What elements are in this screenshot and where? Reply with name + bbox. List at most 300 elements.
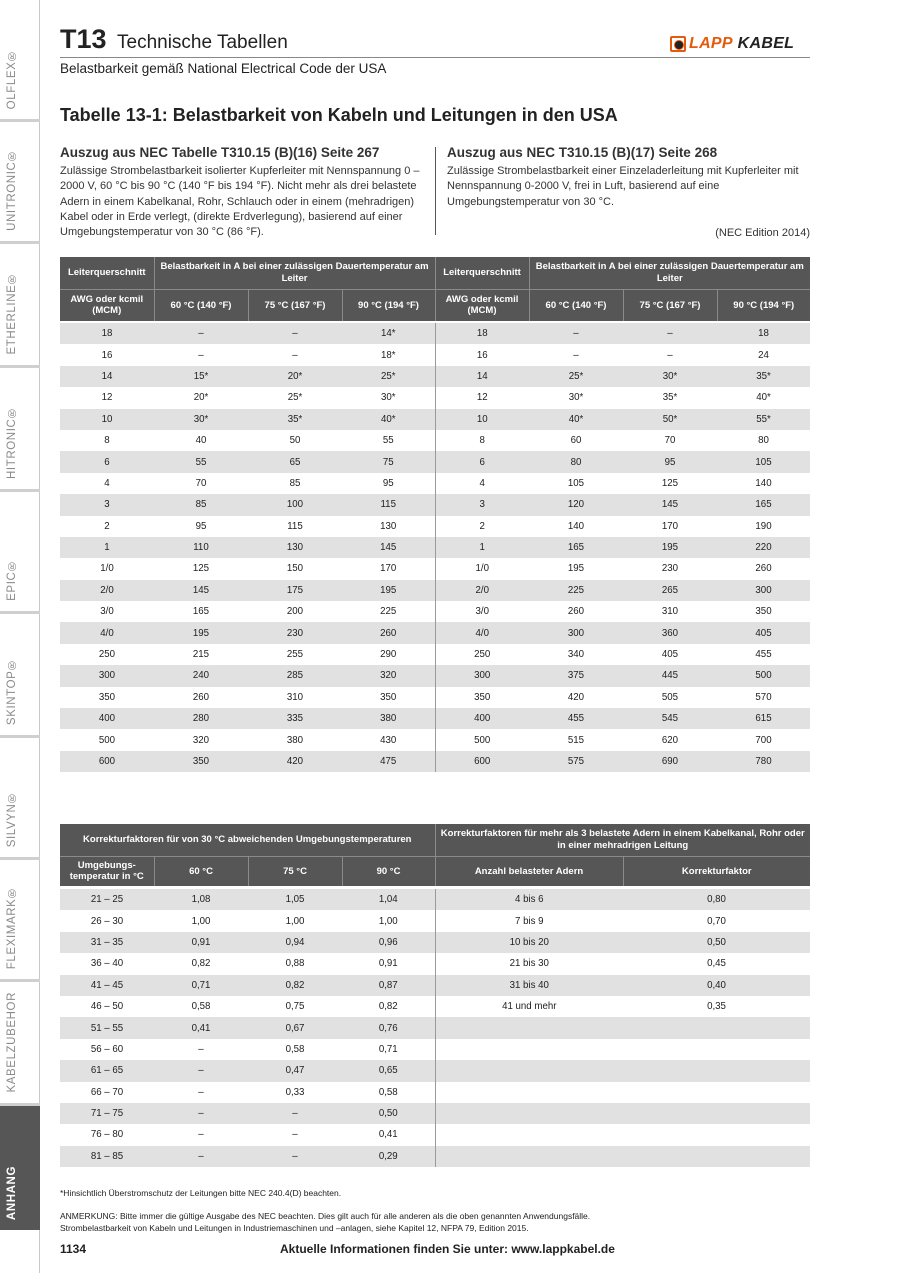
table-cell (435, 1124, 623, 1145)
table-cell: 280 (154, 708, 248, 729)
table-cell: 30* (568, 392, 584, 404)
table-cell: 95 (342, 473, 435, 494)
table-cell: 4 (479, 477, 485, 489)
table-cell: 85 (289, 477, 301, 489)
table-cell: 80 (758, 435, 769, 447)
table-cell: 0,58 (342, 1082, 435, 1103)
note-line-1: ANMERKUNG: Bitte immer die gültige Ausgabe des NEC beachten. Dies gilt auch für alle anderen als die oben genannten Anwendungsfälle. (60, 1211, 591, 1221)
table-cell: 0,41 (154, 1017, 248, 1038)
table-cell (435, 1146, 623, 1167)
table-cell (435, 1082, 623, 1103)
table-cell: 300 (60, 665, 154, 686)
table-row (60, 323, 810, 344)
table-cell: 230 (661, 563, 679, 575)
table-cell: 320 (342, 665, 435, 686)
table-row (60, 580, 810, 601)
table-cell: 0,70 (707, 915, 726, 927)
table-cell: 70 (664, 435, 676, 447)
table-cell: 380 (286, 734, 304, 746)
table-cell: 220 (717, 537, 810, 558)
table-row (60, 344, 810, 365)
table-cell: 3 (60, 494, 154, 515)
table-cell: 260 (342, 622, 435, 643)
table-cell: 21 – 25 (60, 889, 154, 910)
table-cell: 30* (154, 409, 248, 430)
table-cell: 50* (623, 409, 717, 430)
table-cell: 50 (289, 435, 301, 447)
header-capacity-right: Belastbarkeit in A bei einer zulässigen Dauertemperatur am Leiter (529, 257, 810, 289)
table-cell: 2 (479, 520, 485, 532)
table-cell: 600 (435, 751, 529, 772)
table-cell: 3 (435, 494, 529, 515)
table-cell: 18 (435, 323, 529, 344)
table-cell: 0,45 (707, 958, 726, 970)
table-cell: 0,58 (285, 1043, 305, 1055)
side-tab-anhang[interactable]: ANHANG (0, 1106, 40, 1230)
table-cell (623, 1082, 810, 1103)
table-cell: 26 – 30 (90, 915, 124, 927)
chapter-title: Technische Tabellen (117, 32, 288, 53)
table-cell: 600 (60, 751, 154, 772)
table-cell: 615 (717, 708, 810, 729)
table-cell: 400 (60, 708, 154, 729)
table-cell: 61 – 65 (60, 1060, 154, 1081)
table-cell: 4 bis 6 (435, 889, 623, 910)
table-cell: 6 (435, 451, 529, 472)
table-cell: 66 – 70 (90, 1086, 124, 1098)
table-cell: 1,00 (285, 915, 305, 927)
table-cell: 18 (717, 323, 810, 344)
table-cell: 110 (154, 537, 248, 558)
table-cell: 475 (342, 751, 435, 772)
side-tab-unitronic[interactable]: UNITRONIC® (0, 122, 40, 244)
table-cell: 120 (529, 494, 623, 515)
table-row (60, 1017, 810, 1038)
table-cell: 1 (435, 537, 529, 558)
table-cell: 0,67 (248, 1017, 342, 1038)
side-tab-kabelzubehoer[interactable]: KABELZUBEHÖR (0, 982, 40, 1106)
table-cell: 2/0 (435, 580, 529, 601)
table-cell: 500 (474, 734, 491, 746)
table-cell (623, 1103, 810, 1124)
table-cell: 500 (717, 665, 810, 686)
table-row (60, 644, 810, 665)
table-cell: 40 (195, 435, 207, 447)
table-cell: 75 (342, 451, 435, 472)
table-cell: 150 (286, 563, 304, 575)
table-cell: 190 (755, 520, 772, 532)
table-cell: 14 (435, 366, 529, 387)
table-cell: 25* (287, 392, 303, 404)
header-ambient-temperature: Umgebungs-temperatur in °C (60, 856, 154, 886)
table-cell: 51 – 55 (60, 1017, 154, 1038)
table-row (60, 1060, 810, 1081)
table-cell: 20* (248, 366, 342, 387)
table-cell: 1,05 (248, 889, 342, 910)
table-cell: 70 (195, 477, 207, 489)
table-cell: 115 (287, 520, 303, 532)
table-cell (435, 1103, 623, 1124)
table-cell: 250 (474, 649, 491, 661)
header-temperature-correction: Korrekturfaktoren für von 30 °C abweichenden Umgebungstemperaturen (60, 824, 435, 856)
table-cell: – (248, 323, 342, 344)
table-cell: 0,58 (191, 1001, 211, 1013)
table-cell: 360 (623, 622, 717, 643)
table-cell: 0,41 (342, 1124, 435, 1145)
table-cell: 200 (286, 606, 304, 618)
table-cell: 455 (755, 649, 772, 661)
table-cell: 56 – 60 (90, 1043, 124, 1055)
table-cell: 175 (248, 580, 342, 601)
lapp-logo-icon (670, 36, 686, 52)
table-row (60, 601, 810, 622)
table-cell: – (154, 323, 248, 344)
table-cell: 0,29 (342, 1146, 435, 1167)
header-awg-right: AWG oder kcmil (MCM) (435, 289, 529, 321)
table-cell: 0,71 (342, 1039, 435, 1060)
table-cell: 620 (661, 734, 679, 746)
header-90c-left: 90 °C (194 °F) (342, 289, 435, 321)
table-cell: 145 (342, 537, 435, 558)
table-cell: 0,50 (623, 932, 810, 953)
side-navigation (0, 0, 40, 1273)
table-cell: 4/0 (435, 622, 529, 643)
table-cell: – (198, 1129, 204, 1141)
table-cell: 0,75 (285, 1001, 305, 1013)
table-cell: 6 (60, 451, 154, 472)
table-cell: 265 (623, 580, 717, 601)
table-row (60, 1103, 810, 1124)
table-row (60, 665, 810, 686)
table-cell: 195 (154, 622, 248, 643)
table-cell (435, 1039, 623, 1060)
table-cell: 420 (248, 751, 342, 772)
table-cell: 16 (101, 349, 113, 361)
table-cell: 350 (98, 691, 116, 703)
table-cell: – (529, 323, 623, 344)
side-tab-skintop[interactable]: SKINTOP® (0, 614, 40, 738)
table-cell: – (248, 1103, 342, 1124)
table-cell: 65 (248, 451, 342, 472)
table-cell: 1,04 (342, 889, 435, 910)
table-cell: 0,40 (623, 975, 810, 996)
header-cross-section-right: Leiterquerschnitt (435, 257, 529, 289)
table-cell: – (198, 1043, 204, 1055)
table-cell: 445 (623, 665, 717, 686)
table-row (60, 387, 810, 408)
table-cell: 125 (192, 563, 210, 575)
table-cell: 40* (756, 392, 771, 404)
table-cell: 170 (661, 520, 679, 532)
table-cell: 95 (623, 451, 717, 472)
table-cell: – (292, 1129, 298, 1141)
table-cell: 0,87 (342, 975, 435, 996)
table-cell: 46 – 50 (90, 1001, 124, 1013)
intro-left-heading: Auszug aus NEC Tabelle T310.15 (B)(16) Seite 267 (60, 145, 380, 160)
table-cell: 260 (755, 563, 772, 575)
table-cell: 25* (342, 366, 435, 387)
table-cell: 195 (623, 537, 717, 558)
table-cell: 350 (474, 691, 491, 703)
table-cell: 12 (101, 392, 113, 404)
table-cell: 2 (104, 520, 110, 532)
table-row (60, 910, 810, 931)
table-cell: 14* (342, 323, 435, 344)
table-cell: 145 (623, 494, 717, 515)
side-tab-epic[interactable]: EPIC® (0, 492, 40, 614)
table-cell: 105 (717, 451, 810, 472)
table-row (60, 953, 810, 974)
intro-right (447, 145, 812, 210)
side-tab-silvyn[interactable]: SILVYN® (0, 738, 40, 860)
table-row (60, 1146, 810, 1167)
table-cell: 15* (154, 366, 248, 387)
table-cell: 1/0 (475, 563, 489, 575)
header-60c: 60 °C (154, 856, 248, 886)
table-cell: 1,08 (154, 889, 248, 910)
table-cell: 24 (758, 349, 769, 361)
table-cell: 140 (755, 477, 772, 489)
footnote-overcurrent: *Hinsichtlich Überstromschutz der Leitungen bitte NEC 240.4(D) beachten. (60, 1188, 342, 1198)
table-cell: 31 – 35 (60, 932, 154, 953)
table-row (60, 558, 810, 579)
table-cell: 55 (154, 451, 248, 472)
table-cell: 340 (567, 649, 585, 661)
table-cell: 0,91 (342, 953, 435, 974)
table-cell: 80 (529, 451, 623, 472)
table-row (60, 889, 810, 910)
intro-left-text: Zulässige Strombelastbarkeit isolierter Kupferleiter mit Nennspannung 0 – 2000 V, 60 °C bis 90 °C (140 °F bis 194 °F). Nicht mehr als drei belastete Adern in einem Kabelkanal, Rohr, Schlauch oder in einem (mehradrigen) Kabel oder in Erde verlegt, (direkte Erdverlegung), basierend auf einer Umgebungstemperatur von 30 °C (86 °F). (60, 165, 420, 239)
table-cell: 95 (195, 520, 207, 532)
side-tab-oelflex[interactable]: ÖLFLEX® (0, 0, 40, 122)
table-cell: 85 (154, 494, 248, 515)
table-cell: 0,82 (191, 958, 211, 970)
table-cell: 505 (661, 691, 679, 703)
table-cell: 18* (342, 344, 435, 365)
table-cell: 115 (342, 494, 435, 515)
table-row (60, 1082, 810, 1103)
table-cell: 165 (529, 537, 623, 558)
table-cell: 430 (342, 729, 435, 750)
table-row (60, 975, 810, 996)
table-cell: 300 (529, 622, 623, 643)
table-cell: 1,00 (191, 915, 211, 927)
table-row (60, 751, 810, 772)
table-cell: – (623, 323, 717, 344)
header-75c-left: 75 °C (167 °F) (248, 289, 342, 321)
header-correction-factor: Korrekturfaktor (623, 856, 810, 886)
table-cell: 300 (435, 665, 529, 686)
table-cell: 40* (529, 409, 623, 430)
ampacity-table-body (60, 323, 810, 772)
table-cell: 41 und mehr (502, 1001, 557, 1013)
table-row (60, 516, 810, 537)
table-row (60, 1124, 810, 1145)
table-row (60, 622, 810, 643)
table-cell: 0,76 (342, 1017, 435, 1038)
header-60c-right: 60 °C (140 °F) (529, 289, 623, 321)
table-cell: 225 (529, 580, 623, 601)
table-cell: 14 (60, 366, 154, 387)
header-75c: 75 °C (248, 856, 342, 886)
table-cell: 35* (662, 392, 678, 404)
table-cell: 140 (567, 520, 585, 532)
table-cell: 350 (154, 751, 248, 772)
table-cell: 0,91 (154, 932, 248, 953)
table-cell: 545 (623, 708, 717, 729)
table-row (60, 473, 810, 494)
header-60c-left: 60 °C (140 °F) (154, 289, 248, 321)
table-cell: 375 (529, 665, 623, 686)
table-cell: 260 (192, 691, 210, 703)
table-cell: 0,50 (342, 1103, 435, 1124)
table-cell: 1 (60, 537, 154, 558)
table-cell: 21 bis 30 (509, 958, 549, 970)
table-cell: 165 (717, 494, 810, 515)
table-row (60, 687, 810, 708)
table-cell: 0,47 (248, 1060, 342, 1081)
table-cell: 60 (570, 435, 582, 447)
table-cell: 230 (248, 622, 342, 643)
table-cell: 20* (193, 392, 209, 404)
table-cell: 500 (98, 734, 116, 746)
table-cell: 405 (661, 649, 679, 661)
table-cell: – (154, 1103, 248, 1124)
table-cell: 1/0 (100, 563, 114, 575)
table-cell: 350 (342, 687, 435, 708)
table-cell: 25* (529, 366, 623, 387)
table-cell: 12 (476, 392, 488, 404)
table-cell: 455 (529, 708, 623, 729)
table-cell: 55* (717, 409, 810, 430)
table-cell: 570 (755, 691, 772, 703)
table-cell: 335 (248, 708, 342, 729)
table-cell: 165 (192, 606, 210, 618)
table-row (60, 366, 810, 387)
table-cell: 0,80 (623, 889, 810, 910)
table-cell: 255 (286, 649, 304, 661)
table-cell (435, 1017, 623, 1038)
table-cell: 76 – 80 (90, 1129, 124, 1141)
table-cell: 8 (104, 435, 110, 447)
table-cell: 4/0 (60, 622, 154, 643)
intro-right-text: Zulässige Strombelastbarkeit einer Einzeladerleitung mit Kupferleiter mit Nennspannung 0-2000 V, frei in Luft, basierend auf eine Umgebungstemperatur von 30 °C. (447, 165, 799, 208)
nec-edition: (NEC Edition 2014) (715, 227, 810, 239)
table-cell (623, 1060, 810, 1081)
table-cell: 71 – 75 (60, 1103, 154, 1124)
table-cell: – (198, 349, 204, 361)
table-cell (623, 1039, 810, 1060)
table-cell: 31 bis 40 (435, 975, 623, 996)
table-cell: 130 (342, 516, 435, 537)
header-rule (60, 57, 810, 58)
table-cell (623, 1124, 810, 1145)
table-cell: 0,82 (248, 975, 342, 996)
header-core-count-correction: Korrekturfaktoren für mehr als 3 belastete Adern in einem Kabelkanal, Rohr oder in einer mehradrigen Leitung (435, 824, 810, 856)
note-line-2: Strombelastbarkeit von Kabeln und Leitungen in Industriemaschinen und –anlagen, siehe Kapitel 12, NFPA 79, Edition 2015. (60, 1222, 529, 1233)
table-cell: 400 (435, 708, 529, 729)
table-cell: 320 (192, 734, 210, 746)
table-cell: 300 (717, 580, 810, 601)
table-cell: 250 (98, 649, 116, 661)
table-cell: 145 (154, 580, 248, 601)
table-cell: 1,00 (342, 910, 435, 931)
table-cell: 100 (248, 494, 342, 515)
table-cell: 225 (342, 601, 435, 622)
table-cell: 0,33 (285, 1086, 305, 1098)
table-row (60, 451, 810, 472)
table-row (60, 708, 810, 729)
table-cell: 0,96 (342, 932, 435, 953)
table-cell: 36 – 40 (90, 958, 124, 970)
header-cross-section-left: Leiterquerschnitt (60, 257, 154, 289)
table-cell: 690 (623, 751, 717, 772)
table-cell: 2/0 (60, 580, 154, 601)
side-tab-hitronic[interactable]: HITRONIC® (0, 368, 40, 492)
table-cell: 285 (248, 665, 342, 686)
table-cell: 310 (286, 691, 304, 703)
table-cell: 3/0 (475, 606, 489, 618)
table-row (60, 996, 810, 1017)
table-row (60, 494, 810, 515)
intro-right-heading: Auszug aus NEC T310.15 (B)(17) Seite 268 (447, 145, 718, 160)
table-cell: 3/0 (100, 606, 114, 618)
table-cell: 40* (342, 409, 435, 430)
table-row (60, 1039, 810, 1060)
table-cell: 16 (476, 349, 488, 361)
table-cell: 575 (529, 751, 623, 772)
ampacity-table (60, 257, 810, 772)
table-cell: 780 (717, 751, 810, 772)
page-title: Tabelle 13-1: Belastbarkeit von Kabeln und Leitungen in den USA (60, 105, 618, 125)
correction-factor-table-body (60, 889, 810, 1167)
table-cell: 0,88 (285, 958, 305, 970)
chapter-code: T13 (60, 24, 107, 54)
table-cell: 0,82 (342, 996, 435, 1017)
table-cell: – (573, 349, 579, 361)
header-90c-right: 90 °C (194 °F) (717, 289, 810, 321)
table-cell: 55 (342, 430, 435, 451)
table-cell: 700 (755, 734, 772, 746)
table-cell: – (248, 1146, 342, 1167)
table-cell: 0,94 (248, 932, 342, 953)
table-cell: 7 bis 9 (514, 915, 544, 927)
table-cell: – (154, 1146, 248, 1167)
table-cell: 380 (342, 708, 435, 729)
table-cell: – (154, 1060, 248, 1081)
table-cell: 240 (154, 665, 248, 686)
table-cell: 130 (248, 537, 342, 558)
table-cell: 41 – 45 (60, 975, 154, 996)
table-cell: 10 bis 20 (435, 932, 623, 953)
table-cell: – (198, 1086, 204, 1098)
table-cell: 8 (479, 435, 485, 447)
table-cell: 310 (661, 606, 679, 618)
table-cell: – (292, 349, 298, 361)
side-tab-fleximark[interactable]: FLEXIMARK® (0, 860, 40, 982)
table-row (60, 430, 810, 451)
side-tab-etherline[interactable]: ETHERLINE® (0, 244, 40, 368)
table-cell: 0,71 (154, 975, 248, 996)
table-cell: 125 (661, 477, 679, 489)
table-cell: 30* (623, 366, 717, 387)
table-cell: 170 (342, 558, 435, 579)
header-loaded-cores: Anzahl belasteter Adern (435, 856, 623, 886)
header-capacity-left: Belastbarkeit in A bei einer zulässigen Dauertemperatur am Leiter (154, 257, 435, 289)
table-row (60, 409, 810, 430)
chapter-subtitle: Belastbarkeit gemäß National Electrical Code der USA (60, 61, 387, 76)
table-cell: 81 – 85 (60, 1146, 154, 1167)
